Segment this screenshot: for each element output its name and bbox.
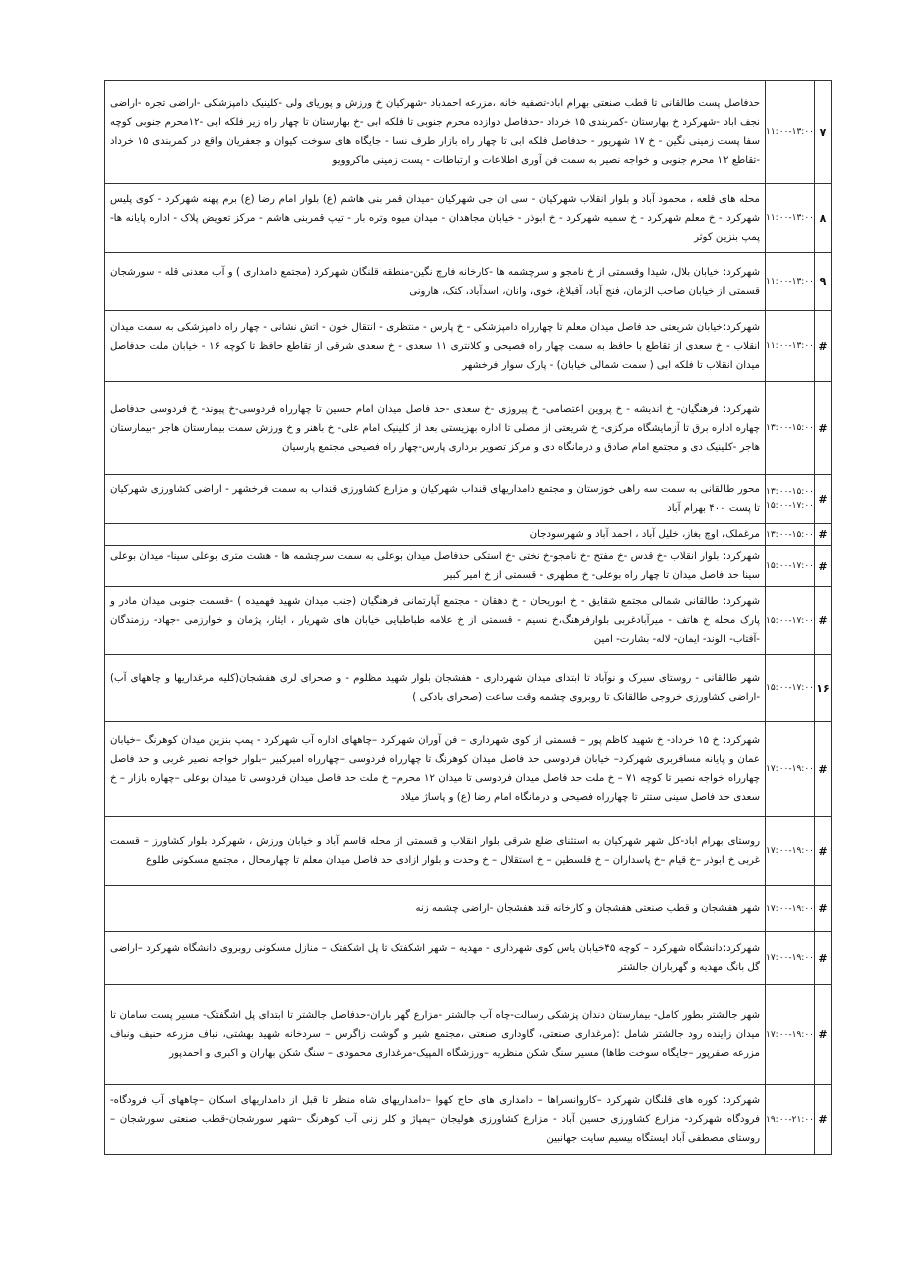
row-number: ۱۶	[815, 655, 832, 722]
time-slot: ۱۱:۰۰-۱۳:۰۰	[766, 311, 815, 382]
area-description: شهرکرد: بلوار انقلاب -خ قدس -خ مفتح -خ نامجو-خ نختی -خ استکی حدفاصل میدان بوعلی به سمت سرچشمه ها - هشت متری بوعلی سینا- میدان بوعلی سینا حد فاصل میدان تا چهار راه بوعلی- خ مطهری - قسمتی از خ امیر کبیر	[105, 546, 766, 587]
area-description: شهرکرد: خیابان بلال، شیدا وقسمتی از خ نامجو و سرچشمه ها -کارخانه فارچ نگین-منطقه قلنگان شهرکرد (مجتمع دامداری ) و آب معدنی قله - سورشجان قسمتی از خیابان صاحب الزمان، فنج آباد، آقبلاغ، خوی، وانان، اسدآباد، کتک، هارونی	[105, 253, 766, 311]
row-number: #	[815, 1085, 832, 1155]
area-description: شهرکرد:خیابان شریعتی حد فاصل میدان معلم تا چهارراه دامپزشکی - خ پارس - منتظری - انتقال خون - اتش نشانی - چهار راه دامپزشکی به سمت میدان انقلاب - خ سعدی از تقاطع با حافظ به سمت چهار راه فصیحی و کلانتری ۱۱ سعدی - خ سعدی شرقی از تقاطع حافظ تا کوچه ۱۶ - خیابان ملت حدفاصل میدان انقلاب تا فلکه ابی ( سمت شمالی خیابان) - پارک سوار فرخشهر	[105, 311, 766, 382]
area-description: شهر هفشجان و قطب صنعتی هفشجان و کارخانه قند هفشجان -اراضی چشمه زنه	[105, 886, 766, 932]
time-slot: ۱۵:۰۰-۱۷:۰۰	[766, 546, 815, 587]
area-description: روستای بهرام اباد-کل شهر شهرکیان به استثنای ضلع شرقی بلوار انقلاب و قسمتی از محله قاسم آباد و خیابان ورزش ، شهرکرد بلوار کشاورز – قسمت غربی خ ابوذر –خ قیام –خ پاسداران – خ فلسطین – خ استقلال – خ وحدت و بلوار ازادی حد فاصل میدان معلم تا چهارمحال ، مجتمع مسکونی طلوع	[105, 817, 766, 886]
time-slot: ۱۳:۰۰-۱۵:۰۰	[766, 382, 815, 475]
time-slot: ۱۱:۰۰-۱۳:۰۰	[766, 253, 815, 311]
row-number: ۷	[815, 81, 832, 184]
area-description: شهرکرد:دانشگاه شهرکرد – کوچه ۴۵خیابان یاس کوی شهرداری - مهدیه – شهر اشکفتک تا پل اشکفتک – منازل مسکونی روبروی دانشگاه شهرکرد –اراضی گل بانگ مهدیه و گهرباران جالشتر	[105, 932, 766, 985]
row-number: #	[815, 932, 832, 985]
table-row	[105, 1085, 832, 1155]
area-description: شهرکرد: طالقانی شمالی مجتمع شقایق - خ ابوریحان - خ دهقان - مجتمع آپارتمانی فرهنگیان (جنب میدان شهید فهمیده ) -قسمت جنوبی میدان مادر و پارک محله خ هاتف - میرآبادغربی بلوارفرهنگ،خ نسیم - قسمتی از خ علامه طباطبایی خیابان های شهریار ، ایثار، پژمان و خوارزمی -جهاد- رزمندگان -آفتاب- الوند- ایمان- لاله- بشارت- امین	[105, 587, 766, 655]
row-number: #	[815, 382, 832, 475]
area-description: شهر طالقانی - روستای سیرک و نوآباد تا ابتدای میدان شهرداری - هفشجان بلوار شهید مظلوم - و صحرای لری هفشجان(کلیه مرغداریها و چاههای آب) -اراضی کشاورزی خروجی طالقانک تا روبروی چشمه وقت ساعت (صحرای بادکی )	[105, 655, 766, 722]
time-slot: ۱۳:۰۰-۱۵:۰۰	[766, 524, 815, 546]
row-number: ۹	[815, 253, 832, 311]
row-number: #	[815, 886, 832, 932]
time-slot	[766, 475, 815, 524]
time-slot: ۱۷:۰۰-۱۹:۰۰	[766, 722, 815, 817]
row-number: ۸	[815, 184, 832, 253]
table-row	[105, 475, 832, 524]
table-row	[105, 311, 832, 382]
table-row	[105, 253, 832, 311]
time-slot: ۱۵:۰۰-۱۷:۰۰	[766, 655, 815, 722]
area-description: شهرکرد: خ ۱۵ خرداد- خ شهید کاظم پور – قسمتی از کوی شهرداری – فن آوران شهرکرد –چاههای اداره آب شهرکرد - پمپ بنزین میدان کوهرنگ –خیابان عمان و پایانه مسافربری شهرکرد– خیابان فردوسی حد فاصل میدان کوهرنگ تا چهارراه فردوسی –چهارراه امیرکبیر –بلوار خواجه نصیر غربی و حد فاصل چهارراه خواجه نصیر تا کوچه ۷۱ – خ ملت حد فاصل میدان فردوسی تا میدان ۱۲ محرم– خ ملت حد فاصل میدان فردوسی تا میدان بوعلی –چهاره بازار – خ سعدی حد فاصل سینی ستتر تا چهارراه فصیحی و درمانگاه امام رضا (ع) و پاساژ میلاد	[105, 722, 766, 817]
time-slot: ۱۵:۰۰-۱۷:۰۰	[766, 587, 815, 655]
table-row	[105, 382, 832, 475]
time-slot: ۱۷:۰۰-۱۹:۰۰	[766, 985, 815, 1085]
time-slot: ۱۱:۰۰-۱۳:۰۰	[766, 184, 815, 253]
row-number: #	[815, 985, 832, 1085]
table-row	[105, 587, 832, 655]
row-number: #	[815, 524, 832, 546]
outage-schedule-table	[104, 80, 832, 1155]
time-slot: ۱۷:۰۰-۱۹:۰۰	[766, 886, 815, 932]
area-description: محور طالقانی به سمت سه راهی خوزستان و مجتمع دامداریهای قنداب شهرکیان و مزارع کشاورزی قنداب به سمت فرخشهر - اراضی کشاورزی شهرکیان تا پست ۴۰۰ بهرام آباد	[105, 475, 766, 524]
row-number: #	[815, 817, 832, 886]
table-row	[105, 655, 832, 722]
table-row	[105, 546, 832, 587]
table-row	[105, 81, 832, 184]
time-slot-second: ۱۵:۰۰-۱۷:۰۰	[766, 501, 814, 511]
time-slot-first: ۱۳:۰۰-۱۵:۰۰	[766, 487, 814, 497]
row-number: #	[815, 587, 832, 655]
area-description: مرغملک، اوچ بغاز، خلیل آباد ، احمد آباد و شهرسودجان	[105, 524, 766, 546]
time-slot: ۱۱:۰۰-۱۳:۰۰	[766, 81, 815, 184]
table-row	[105, 184, 832, 253]
table-row	[105, 886, 832, 932]
row-number: #	[815, 546, 832, 587]
table-row	[105, 524, 832, 546]
table-row	[105, 932, 832, 985]
table-row	[105, 722, 832, 817]
table-row	[105, 985, 832, 1085]
time-slot: ۱۹:۰۰-۲۱:۰۰	[766, 1085, 815, 1155]
row-number: #	[815, 311, 832, 382]
table-row	[105, 817, 832, 886]
area-description: شهر جالشتر بطور کامل- بیمارستان دندان پزشکی رسالت-چاه آب جالشتر -مزارع گهر باران-حدفاصل جالشتر تا ابتدای پل اشگفتک- مسیر پست سامان تا میدان زاینده رود جالشتر شامل :(مرغداری صنعتی، گاوداری صنعتی ،مجتمع شیر و گوشت زاگرس – سردخانه شهید بهشتی، نباف مزرعه حنیف ونباف مزرعه صفرپور –جایگاه سوخت طاها) مسیر سنگ شکن منظریه –ورزشگاه المپیک-مرغداری محمودی – سنگ شکن بهاران و اکبری و احمدپور	[105, 985, 766, 1085]
area-description: شهرکرد: فرهنگیان- خ اندیشه - خ پروین اعتصامی- خ پیروزی -خ سعدی -حد فاصل میدان امام حسین تا چهارراه فردوسی-خ پیوند- خ فردوسی حدفاصل چهاره اداره برق تا آزمایشگاه مرکزی- خ شریعتی از مصلی تا اداره بهزیستی بعد از کلینیک امام علی- خ باهنر و خ ورزش سمت بیمارستان هاجر -بیمارستان هاجر -کلینیک دی و مجتمع امام صادق و درمانگاه دی و مرکز تصویر برداری پارس-چهار راه فصیحی مجتمع پارسیان	[105, 382, 766, 475]
schedule-sheet	[104, 80, 832, 1155]
area-description: حدفاصل پست طالقانی تا قطب صنعتی بهرام اباد-تصفیه خانه ،مزرعه احمدباد -شهرکیان خ ورزش و پوریای ولی -کلینیک دامپزشکی -اراضی تجره -اراضی نجف اباد -شهرکرد خ بهارستان -کمربندی ۱۵ خرداد -حدفاصل دوازده محرم جنوبی تا فلکه ابی -خ بهارستان تا چهار راه زیر فلکه ابی -۱۲محرم جنوبی کوچه سفا پست زمینی نگین - خ ۱۷ شهریور - حدفاصل فلکه ابی تا چهار راه بازار طرف نسا - جایگاه های سوخت کیوان و جعفریان واقع در کمربندی ۱۵ خرداد -تقاطع ۱۲ محرم جنوبی و خواجه نصیر به سمت فن آوری اطلاعات و ارتباطات - پست زمینی ماکروویو	[105, 81, 766, 184]
area-description: شهرکرد: کوره های قلنگان شهرکرد –کاروانسراها – دامداری های حاج کهوا –دامداریهای شاه منظر تا قبل از دامداریهای اسکان –چاههای آب فرودگاه-فرودگاه شهرکرد- مزارع کشاورزی حسین آباد - مزارع کشاورزی هولیجان –پمپاژ و کلر زنی آب کوهرنگ –شهر سورشجان-قطب صنعتی سورشجان – روستای مصطفی آباد ایستگاه بیسیم سایت جهانبین	[105, 1085, 766, 1155]
time-slot: ۱۷:۰۰-۱۹:۰۰	[766, 932, 815, 985]
time-slot: ۱۷:۰۰-۱۹:۰۰	[766, 817, 815, 886]
area-description: محله های قلعه ، محمود آباد و بلوار انقلاب شهرکیان - سی ان جی شهرکیان -میدان قمر بنی هاشم (ع) بلوار امام رضا (ع) برم پهنه شهرکرد - کوی پلیس شهرکرد - خ معلم شهرکرد - خ سمیه شهرکرد - خ ابوذر - خیابان مجاهدان - میدان میوه وتره بار - تیپ قمربنی هاشم - مرکز تعویض پلاک - اداره پایانه ها- پمپ بنزین کوثر	[105, 184, 766, 253]
row-number: #	[815, 475, 832, 524]
row-number: #	[815, 722, 832, 817]
